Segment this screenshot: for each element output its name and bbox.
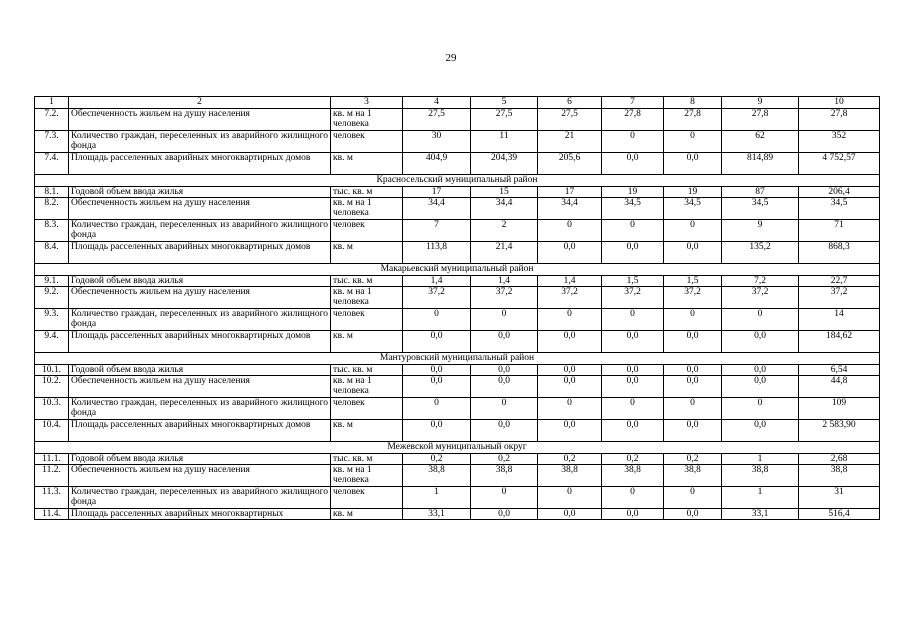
row-number-cell: 10.1. <box>35 365 69 376</box>
value-col-9-cell: 33,1 <box>722 509 799 520</box>
table-row <box>35 365 880 376</box>
value-col-9-cell: 0,0 <box>722 420 799 442</box>
value-col-4-cell: 0,2 <box>403 454 471 465</box>
row-number-cell: 11.3. <box>35 487 69 509</box>
value-col-10-cell: 27,8 <box>799 109 880 131</box>
indicator-name-cell: Количество граждан, переселенных из аварийного жилищного фонда <box>69 398 331 420</box>
unit-cell: человек <box>331 398 403 420</box>
unit-cell: кв. м на 1 человека <box>331 198 403 220</box>
value-col-8-cell: 27,8 <box>664 109 722 131</box>
table-row <box>35 187 880 198</box>
value-col-9-cell: 0 <box>722 309 799 331</box>
value-col-9-cell: 135,2 <box>722 242 799 264</box>
value-col-9-cell: 62 <box>722 131 799 153</box>
unit-cell: кв. м <box>331 509 403 520</box>
value-col-6-cell: 0,0 <box>538 376 602 398</box>
row-number-cell: 7.4. <box>35 153 69 175</box>
value-col-8-cell: 0,0 <box>664 331 722 353</box>
value-col-7-cell: 0,0 <box>602 376 664 398</box>
unit-cell: тыс. кв. м <box>331 276 403 287</box>
value-col-4-cell: 17 <box>403 187 471 198</box>
value-col-4-cell: 0 <box>403 398 471 420</box>
value-col-9-cell: 814,89 <box>722 153 799 175</box>
unit-cell: кв. м <box>331 153 403 175</box>
value-col-8-cell: 0 <box>664 131 722 153</box>
indicator-name-cell: Обеспеченность жильем на душу населения <box>69 109 331 131</box>
value-col-5-cell: 34,4 <box>471 198 538 220</box>
value-col-10-cell: 6,54 <box>799 365 880 376</box>
value-col-8-cell: 0,0 <box>664 242 722 264</box>
value-col-5-cell: 2 <box>471 220 538 242</box>
value-col-7-cell: 0,0 <box>602 509 664 520</box>
value-col-7-cell: 34,5 <box>602 198 664 220</box>
table-row <box>35 287 880 309</box>
indicator-name-cell: Обеспеченность жильем на душу населения <box>69 287 331 309</box>
indicator-name-cell: Площадь расселенных аварийных многоквартирных домов <box>69 242 331 264</box>
section-title: Межевской муниципальный округ <box>35 442 880 454</box>
column-number-9: 9 <box>722 97 799 109</box>
value-col-10-cell: 516,4 <box>799 509 880 520</box>
value-col-10-cell: 4 752,57 <box>799 153 880 175</box>
indicator-name-cell: Обеспеченность жильем на душу населения <box>69 376 331 398</box>
value-col-7-cell: 0 <box>602 220 664 242</box>
table-row <box>35 398 880 420</box>
value-col-6-cell: 38,8 <box>538 465 602 487</box>
unit-cell: кв. м <box>331 242 403 264</box>
value-col-10-cell: 37,2 <box>799 287 880 309</box>
value-col-9-cell: 1 <box>722 454 799 465</box>
section-header-row <box>35 353 880 365</box>
value-col-5-cell: 0,0 <box>471 365 538 376</box>
indicator-name-cell: Годовой объем ввода жилья <box>69 454 331 465</box>
value-col-10-cell: 868,3 <box>799 242 880 264</box>
value-col-8-cell: 0,0 <box>664 509 722 520</box>
value-col-10-cell: 44,8 <box>799 376 880 398</box>
value-col-4-cell: 1,4 <box>403 276 471 287</box>
unit-cell: кв. м <box>331 331 403 353</box>
value-col-5-cell: 37,2 <box>471 287 538 309</box>
value-col-7-cell: 27,8 <box>602 109 664 131</box>
value-col-9-cell: 27,8 <box>722 109 799 131</box>
value-col-5-cell: 11 <box>471 131 538 153</box>
value-col-6-cell: 34,4 <box>538 198 602 220</box>
column-number-7: 7 <box>602 97 664 109</box>
table-row <box>35 509 880 520</box>
value-col-8-cell: 0,0 <box>664 365 722 376</box>
value-col-9-cell: 0,0 <box>722 331 799 353</box>
indicator-name-cell: Площадь расселенных аварийных многоквартирных домов <box>69 420 331 442</box>
value-col-6-cell: 0 <box>538 398 602 420</box>
value-col-4-cell: 0,0 <box>403 365 471 376</box>
unit-cell: кв. м на 1 человека <box>331 109 403 131</box>
value-col-5-cell: 0,2 <box>471 454 538 465</box>
unit-cell: тыс. кв. м <box>331 454 403 465</box>
unit-cell: человек <box>331 487 403 509</box>
column-number-4: 4 <box>403 97 471 109</box>
value-col-7-cell: 1,5 <box>602 276 664 287</box>
value-col-4-cell: 27,5 <box>403 109 471 131</box>
value-col-5-cell: 0 <box>471 487 538 509</box>
table-row <box>35 376 880 398</box>
value-col-7-cell: 0,0 <box>602 153 664 175</box>
value-col-6-cell: 0,0 <box>538 242 602 264</box>
unit-cell: человек <box>331 220 403 242</box>
indicator-name-cell: Обеспеченность жильем на душу населения <box>69 465 331 487</box>
value-col-8-cell: 0 <box>664 220 722 242</box>
data-table <box>34 96 880 520</box>
value-col-8-cell: 0 <box>664 487 722 509</box>
value-col-8-cell: 19 <box>664 187 722 198</box>
value-col-9-cell: 87 <box>722 187 799 198</box>
section-title: Мантуровский муниципальный район <box>35 353 880 365</box>
table-row <box>35 331 880 353</box>
value-col-10-cell: 352 <box>799 131 880 153</box>
value-col-5-cell: 0 <box>471 398 538 420</box>
value-col-10-cell: 34,5 <box>799 198 880 220</box>
value-col-7-cell: 0 <box>602 398 664 420</box>
table-row <box>35 465 880 487</box>
value-col-9-cell: 38,8 <box>722 465 799 487</box>
table-row <box>35 220 880 242</box>
value-col-5-cell: 38,8 <box>471 465 538 487</box>
value-col-6-cell: 0 <box>538 220 602 242</box>
value-col-6-cell: 0,0 <box>538 420 602 442</box>
column-number-header-row <box>35 97 880 109</box>
value-col-8-cell: 38,8 <box>664 465 722 487</box>
table-row <box>35 198 880 220</box>
value-col-10-cell: 184,62 <box>799 331 880 353</box>
value-col-6-cell: 37,2 <box>538 287 602 309</box>
value-col-9-cell: 7,2 <box>722 276 799 287</box>
value-col-4-cell: 0,0 <box>403 376 471 398</box>
column-number-5: 5 <box>471 97 538 109</box>
row-number-cell: 11.4. <box>35 509 69 520</box>
value-col-4-cell: 0,0 <box>403 331 471 353</box>
value-col-6-cell: 0,0 <box>538 509 602 520</box>
value-col-7-cell: 0,0 <box>602 242 664 264</box>
column-number-3: 3 <box>331 97 403 109</box>
value-col-7-cell: 37,2 <box>602 287 664 309</box>
column-number-6: 6 <box>538 97 602 109</box>
section-title: Красносельский муниципальный район <box>35 175 880 187</box>
value-col-10-cell: 2,68 <box>799 454 880 465</box>
value-col-4-cell: 1 <box>403 487 471 509</box>
table-row <box>35 153 880 175</box>
value-col-6-cell: 21 <box>538 131 602 153</box>
unit-cell: кв. м на 1 человека <box>331 376 403 398</box>
table-row <box>35 309 880 331</box>
value-col-6-cell: 27,5 <box>538 109 602 131</box>
row-number-cell: 9.3. <box>35 309 69 331</box>
value-col-7-cell: 0 <box>602 487 664 509</box>
row-number-cell: 11.2. <box>35 465 69 487</box>
indicator-name-cell: Обеспеченность жильем на душу населения <box>69 198 331 220</box>
section-header-row <box>35 442 880 454</box>
value-col-10-cell: 31 <box>799 487 880 509</box>
row-number-cell: 7.3. <box>35 131 69 153</box>
value-col-5-cell: 204,39 <box>471 153 538 175</box>
row-number-cell: 11.1. <box>35 454 69 465</box>
value-col-4-cell: 33,1 <box>403 509 471 520</box>
value-col-8-cell: 0,0 <box>664 420 722 442</box>
table-row <box>35 109 880 131</box>
table-row <box>35 131 880 153</box>
value-col-6-cell: 17 <box>538 187 602 198</box>
value-col-5-cell: 0,0 <box>471 376 538 398</box>
indicator-name-cell: Площадь расселенных аварийных многоквартирных домов <box>69 331 331 353</box>
section-header-row <box>35 264 880 276</box>
value-col-9-cell: 37,2 <box>722 287 799 309</box>
table-row <box>35 276 880 287</box>
value-col-10-cell: 2 583,90 <box>799 420 880 442</box>
value-col-4-cell: 404,9 <box>403 153 471 175</box>
value-col-5-cell: 0,0 <box>471 331 538 353</box>
column-number-1: 1 <box>35 97 69 109</box>
row-number-cell: 9.4. <box>35 331 69 353</box>
value-col-5-cell: 21,4 <box>471 242 538 264</box>
column-number-2: 2 <box>69 97 331 109</box>
value-col-7-cell: 0,0 <box>602 420 664 442</box>
value-col-8-cell: 0 <box>664 398 722 420</box>
value-col-5-cell: 1,4 <box>471 276 538 287</box>
table-body <box>35 97 880 520</box>
value-col-9-cell: 1 <box>722 487 799 509</box>
section-title: Макарьевский муниципальный район <box>35 264 880 276</box>
value-col-10-cell: 22,7 <box>799 276 880 287</box>
indicator-name-cell: Количество граждан, переселенных из аварийного жилищного фонда <box>69 487 331 509</box>
indicator-name-cell: Количество граждан, переселенных из аварийного жилищного фонда <box>69 220 331 242</box>
value-col-7-cell: 0,0 <box>602 365 664 376</box>
indicator-name-cell: Площадь расселенных аварийных многоквартирных <box>69 509 331 520</box>
value-col-5-cell: 0,0 <box>471 420 538 442</box>
row-number-cell: 8.1. <box>35 187 69 198</box>
page-number: 29 <box>445 52 457 64</box>
value-col-7-cell: 0 <box>602 131 664 153</box>
value-col-6-cell: 205,6 <box>538 153 602 175</box>
value-col-9-cell: 0,0 <box>722 365 799 376</box>
unit-cell: тыс. кв. м <box>331 187 403 198</box>
indicator-name-cell: Площадь расселенных аварийных многоквартирных домов <box>69 153 331 175</box>
value-col-7-cell: 19 <box>602 187 664 198</box>
value-col-7-cell: 38,8 <box>602 465 664 487</box>
table-row <box>35 242 880 264</box>
indicator-name-cell: Количество граждан, переселенных из аварийного жилищного фонда <box>69 131 331 153</box>
value-col-4-cell: 34,4 <box>403 198 471 220</box>
value-col-6-cell: 0,0 <box>538 331 602 353</box>
unit-cell: кв. м на 1 человека <box>331 465 403 487</box>
value-col-5-cell: 0 <box>471 309 538 331</box>
column-number-8: 8 <box>664 97 722 109</box>
value-col-6-cell: 0,2 <box>538 454 602 465</box>
value-col-10-cell: 14 <box>799 309 880 331</box>
value-col-8-cell: 0,0 <box>664 376 722 398</box>
row-number-cell: 10.2. <box>35 376 69 398</box>
unit-cell: человек <box>331 131 403 153</box>
indicator-name-cell: Годовой объем ввода жилья <box>69 365 331 376</box>
table-row <box>35 454 880 465</box>
row-number-cell: 8.3. <box>35 220 69 242</box>
value-col-4-cell: 0 <box>403 309 471 331</box>
value-col-9-cell: 9 <box>722 220 799 242</box>
unit-cell: кв. м <box>331 420 403 442</box>
row-number-cell: 7.2. <box>35 109 69 131</box>
indicator-name-cell: Количество граждан, переселенных из аварийного жилищного фонда <box>69 309 331 331</box>
value-col-8-cell: 37,2 <box>664 287 722 309</box>
unit-cell: тыс. кв. м <box>331 365 403 376</box>
value-col-6-cell: 1,4 <box>538 276 602 287</box>
value-col-4-cell: 30 <box>403 131 471 153</box>
value-col-8-cell: 0,2 <box>664 454 722 465</box>
unit-cell: кв. м на 1 человека <box>331 287 403 309</box>
value-col-4-cell: 38,8 <box>403 465 471 487</box>
value-col-8-cell: 34,5 <box>664 198 722 220</box>
value-col-6-cell: 0 <box>538 309 602 331</box>
value-col-4-cell: 7 <box>403 220 471 242</box>
value-col-5-cell: 27,5 <box>471 109 538 131</box>
indicator-name-cell: Годовой объем ввода жилья <box>69 276 331 287</box>
unit-cell: человек <box>331 309 403 331</box>
value-col-4-cell: 37,2 <box>403 287 471 309</box>
value-col-8-cell: 0,0 <box>664 153 722 175</box>
value-col-10-cell: 206,4 <box>799 187 880 198</box>
value-col-5-cell: 0,0 <box>471 509 538 520</box>
value-col-10-cell: 38,8 <box>799 465 880 487</box>
value-col-5-cell: 15 <box>471 187 538 198</box>
table-row <box>35 487 880 509</box>
section-header-row <box>35 175 880 187</box>
row-number-cell: 10.3. <box>35 398 69 420</box>
value-col-6-cell: 0,0 <box>538 365 602 376</box>
column-number-10: 10 <box>799 97 880 109</box>
value-col-7-cell: 0,0 <box>602 331 664 353</box>
value-col-10-cell: 109 <box>799 398 880 420</box>
value-col-7-cell: 0 <box>602 309 664 331</box>
indicator-name-cell: Годовой объем ввода жилья <box>69 187 331 198</box>
value-col-7-cell: 0,2 <box>602 454 664 465</box>
value-col-9-cell: 0 <box>722 398 799 420</box>
value-col-6-cell: 0 <box>538 487 602 509</box>
value-col-8-cell: 0 <box>664 309 722 331</box>
row-number-cell: 9.2. <box>35 287 69 309</box>
value-col-9-cell: 0,0 <box>722 376 799 398</box>
value-col-10-cell: 71 <box>799 220 880 242</box>
row-number-cell: 10.4. <box>35 420 69 442</box>
row-number-cell: 8.4. <box>35 242 69 264</box>
value-col-8-cell: 1,5 <box>664 276 722 287</box>
table-row <box>35 420 880 442</box>
value-col-4-cell: 113,8 <box>403 242 471 264</box>
value-col-9-cell: 34,5 <box>722 198 799 220</box>
value-col-4-cell: 0,0 <box>403 420 471 442</box>
row-number-cell: 9.1. <box>35 276 69 287</box>
row-number-cell: 8.2. <box>35 198 69 220</box>
